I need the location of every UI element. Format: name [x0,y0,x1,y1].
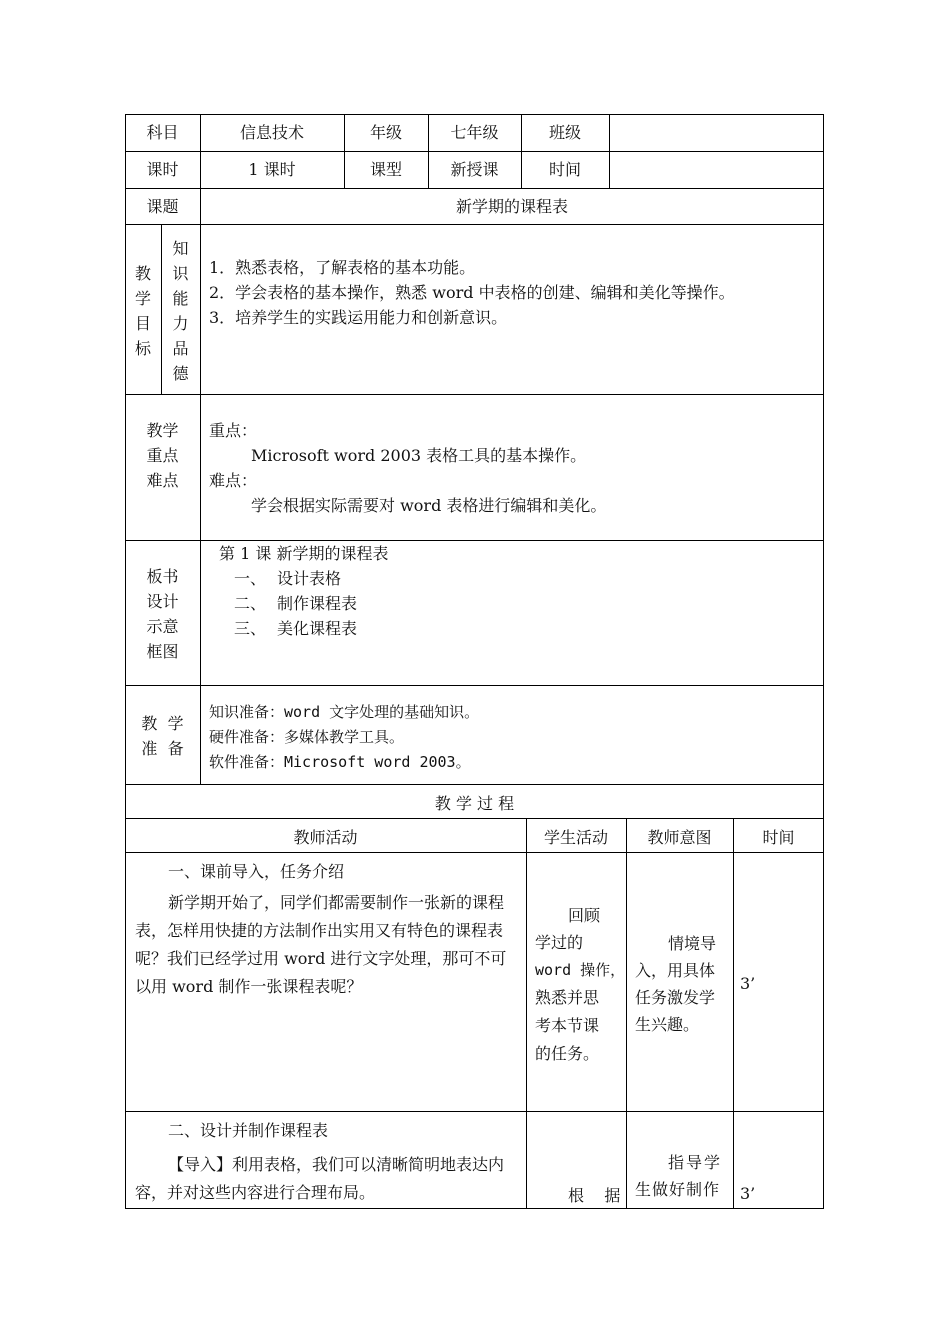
prep-line: 硬件准备：多媒体教学工具。 [209,728,405,746]
board-item-number: 三、 [234,619,267,638]
objective-item: 2．学会表格的基本操作，熟悉 word 中表格的创建、编辑和美化等操作。 [209,283,735,302]
objectives-sublabel-char: 识 [172,264,189,283]
objectives-sublabel-char: 能 [172,289,189,308]
board-item-text: 美化课程表 [277,619,358,638]
lesson-plan-table [125,114,824,1209]
prep-line: 知识准备：word 文字处理的基础知识。 [209,703,480,721]
column-header-teacher-activity: 教师活动 [293,828,358,847]
teacher-intent-line: 情境导 [668,934,717,953]
key-point-text: Microsoft word 2003 表格工具的基本操作。 [251,446,587,465]
board-title: 第 1 课 新学期的课程表 [219,544,389,563]
subject-label: 科目 [146,123,179,142]
board-item-number: 二、 [234,594,267,613]
prep-line: 软件准备：Microsoft word 2003。 [209,753,471,771]
key-point-label: 重点： [209,421,258,440]
process-title: 教 学 过 程 [434,794,515,813]
student-activity-line: 学过的 [535,933,584,952]
hours-value: 1 课时 [248,160,296,179]
teacher-intent-line: 入，用具体 [635,961,716,980]
process-step-text: 【导入】利用表格，我们可以清晰简明地表达内容，并对这些内容进行合理布局。 [135,1155,505,1202]
objectives-sublabel-char: 德 [172,364,189,383]
student-activity-line: 熟悉并思 [535,988,600,1007]
step-time: 3’ [740,1184,756,1203]
objectives-sublabel-char: 知 [172,239,189,258]
objectives-sublabel-char: 品 [172,339,189,358]
board-item-number: 一、 [234,569,267,588]
objectives-label-char: 目 [134,314,151,333]
difficult-point-text: 学会根据实际需要对 word 表格进行编辑和美化。 [251,496,607,515]
column-header-time: 时间 [762,828,795,847]
student-activity-line: word 操作， [535,961,626,979]
topic-label: 课题 [146,197,179,216]
teacher-intent-line: 指导学 [668,1153,723,1172]
type-label: 课型 [369,160,402,179]
process-step-heading: 二、设计并制作课程表 [168,1121,329,1140]
type-value: 新授课 [450,160,499,179]
board-label-line: 示意 [146,617,179,636]
key-points-label-line: 教学 [146,421,179,440]
student-activity-line: 回顾 [568,906,601,925]
student-activity-line: 根 据 [568,1186,621,1205]
prep-label-line: 教 学 [141,714,184,733]
column-header-teacher-intent: 教师意图 [647,828,712,847]
board-item-text: 制作课程表 [277,594,358,613]
board-item-text: 设计表格 [277,569,342,588]
objectives-label-char: 标 [134,339,151,358]
prep-label-line: 准 备 [141,739,184,758]
teacher-intent-line: 生兴趣。 [635,1015,700,1034]
key-points-label-line: 重点 [146,446,179,465]
class-label: 班级 [548,123,581,142]
student-activity-line: 考本节课 [535,1016,600,1035]
key-points-label-line: 难点 [146,471,179,490]
topic-value: 新学期的课程表 [455,197,568,216]
column-header-student-activity: 学生活动 [543,828,608,847]
board-label-line: 设计 [146,592,179,611]
subject-value: 信息技术 [239,123,304,142]
objective-item: 3．培养学生的实践运用能力和创新意识。 [209,308,508,327]
board-label-line: 板书 [146,567,179,586]
process-step-text: 新学期开始了，同学们都需要制作一张新的课程表，怎样用快捷的方法制作出实用又有特色的课程表呢？我们已经学过用 word 进行文字处理，那可不可以用 word 制作一张课程表呢？ [135,893,507,996]
student-activity-line: 的任务。 [535,1044,600,1063]
difficult-point-label: 难点： [209,471,258,490]
time-label: 时间 [548,160,581,179]
objectives-label-char: 教 [134,264,151,283]
grade-label: 年级 [369,123,402,142]
objective-item: 1．熟悉表格，了解表格的基本功能。 [209,258,476,277]
teacher-intent-line: 生做好制作 [635,1180,721,1199]
teacher-intent-line: 任务激发学 [635,988,716,1007]
grade-value: 七年级 [450,123,499,142]
process-step-heading: 一、课前导入，任务介绍 [168,862,345,881]
objectives-sublabel-char: 力 [172,314,189,333]
step-time: 3’ [740,974,756,993]
objectives-label-char: 学 [134,289,151,308]
board-label-line: 框图 [146,642,179,661]
hours-label: 课时 [146,160,179,179]
